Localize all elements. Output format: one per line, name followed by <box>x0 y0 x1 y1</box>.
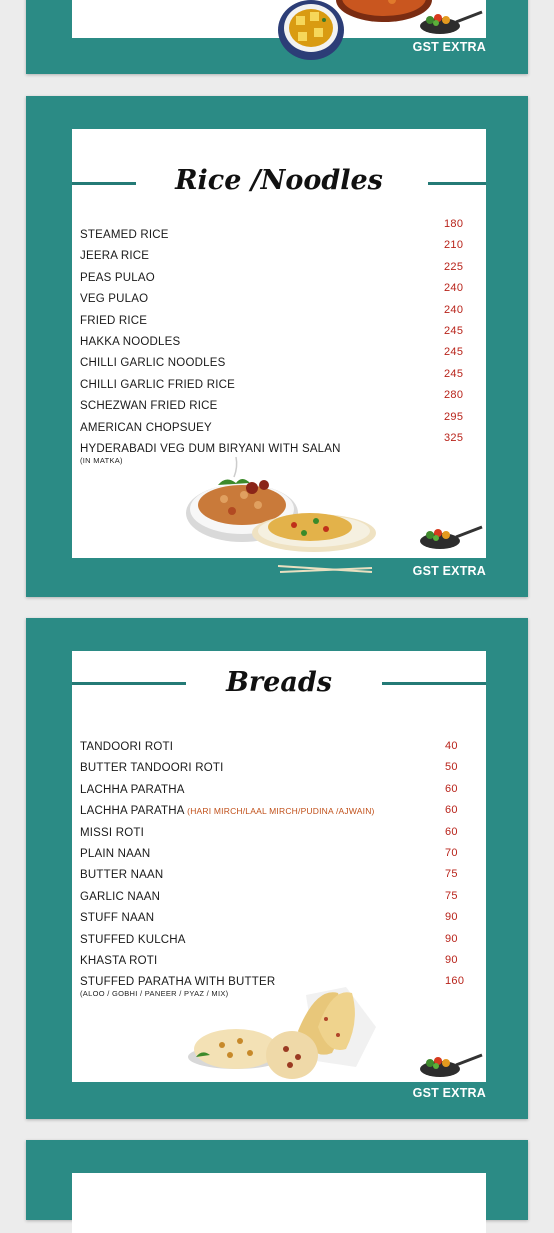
menu-item-price: 40 <box>445 740 458 752</box>
item-label: AMERICAN CHOPSUEY <box>80 421 212 434</box>
menu-item-price: 90 <box>445 932 458 945</box>
breads-illustration <box>186 987 376 1081</box>
menu-item-price: 60 <box>445 825 458 838</box>
item-label: GARLIC NAAN <box>80 890 161 903</box>
menu-item-price: 60 <box>445 782 458 795</box>
menu-card-rice-noodles <box>26 96 528 597</box>
menu-item-price: 245 <box>444 367 464 380</box>
item-label: STEAMED RICE <box>80 229 169 241</box>
menu-card-next <box>26 1140 528 1220</box>
menu-item-name <box>80 784 185 796</box>
item-label: TANDOORI ROTI <box>80 741 174 753</box>
menu-page-breads <box>72 651 486 1082</box>
item-label: CHILLI GARLIC FRIED RICE <box>80 378 235 391</box>
menu-item-name <box>80 848 150 860</box>
menu-item-price: 50 <box>445 761 458 774</box>
frying-pan-icon <box>418 523 484 553</box>
menu-item-name <box>80 741 173 753</box>
menu-item-name <box>80 934 186 946</box>
item-label: HYDERABADI VEG DUM BIRYANI WITH SALAN <box>80 443 341 455</box>
item-label: HAKKA NOODLES <box>80 336 181 348</box>
menu-item-name <box>80 336 180 348</box>
menu-item-price: 60 <box>445 804 458 817</box>
menu-item-price: 75 <box>445 889 458 902</box>
frying-pan-icon <box>418 1051 484 1081</box>
menu-card-previous <box>26 0 528 74</box>
menu-item-price: 280 <box>444 389 464 402</box>
menu-item-price: 245 <box>444 346 464 359</box>
menu-item-name <box>80 827 144 839</box>
item-label: VEG PULAO <box>80 293 149 306</box>
item-label: FRIED RICE <box>80 314 148 327</box>
menu-item-price: 70 <box>445 847 458 859</box>
menu-item-name <box>80 955 157 967</box>
gst-extra-label: GST EXTRA <box>412 40 486 54</box>
chopsticks-icon <box>276 562 376 578</box>
menu-item-price: 90 <box>445 911 458 924</box>
menu-item-name <box>80 229 169 241</box>
menu-item-price: 225 <box>444 260 464 273</box>
menu-item-name <box>80 912 154 924</box>
menu-item-price: 325 <box>444 432 464 444</box>
menu-item-price: 90 <box>445 954 458 966</box>
frying-pan-icon <box>418 8 484 38</box>
menu-item-name <box>80 315 147 327</box>
menu-item-price: 240 <box>444 303 464 316</box>
menu-item-price: 160 <box>445 975 465 988</box>
menu-item-price: 75 <box>445 868 458 881</box>
item-label: LACHHA PARATHA <box>80 805 185 818</box>
menu-item-name <box>80 762 224 774</box>
curry-bowls-illustration <box>274 0 434 62</box>
menu-item-price: 210 <box>444 239 464 252</box>
menu-item-name <box>80 422 212 434</box>
item-label: SCHEZWAN FRIED RICE <box>80 400 218 413</box>
menu-page-rice-noodles <box>72 129 486 558</box>
item-label: KHASTA ROTI <box>80 955 158 967</box>
menu-item-price: 245 <box>444 325 464 337</box>
item-label: CHILLI GARLIC NOODLES <box>80 357 226 370</box>
section-title: Rice /Noodles <box>175 165 383 196</box>
menu-item-price: 295 <box>444 410 464 423</box>
biryani-plate-illustration <box>184 455 379 555</box>
menu-page-next <box>72 1173 486 1233</box>
item-label: JEERA RICE <box>80 250 150 263</box>
item-note: (ALOO / GOBHI / PANEER / PYAZ / MIX) <box>80 989 229 999</box>
item-note: (IN MATKA) <box>80 456 123 465</box>
item-label: MISSI ROTI <box>80 826 144 839</box>
menu-card-breads <box>26 618 528 1119</box>
item-inline-note: (HARI MIRCH/LAAL MIRCH/PUDINA /AJWAIN) <box>184 806 375 817</box>
item-label: BUTTER NAAN <box>80 869 164 882</box>
menu-item-name <box>80 891 160 903</box>
item-label: STUFFED PARATHA WITH BUTTER <box>80 976 276 989</box>
menu-item-name <box>80 379 235 391</box>
menu-item-name <box>80 400 218 412</box>
menu-item-name <box>80 293 148 305</box>
item-label: PLAIN NAAN <box>80 848 151 860</box>
gst-extra-label: GST EXTRA <box>412 1086 486 1100</box>
item-label: STUFFED KULCHA <box>80 933 186 946</box>
menu-item-name <box>80 357 225 369</box>
item-label: PEAS PULAO <box>80 271 155 284</box>
section-title: Breads <box>226 667 332 698</box>
gst-extra-label: GST EXTRA <box>412 564 486 578</box>
menu-item-name <box>80 805 375 817</box>
item-label: BUTTER TANDOORI ROTI <box>80 762 224 775</box>
item-label: STUFF NAAN <box>80 912 155 925</box>
item-label: LACHHA PARATHA <box>80 783 185 796</box>
menu-item-price: 180 <box>444 218 464 230</box>
menu-item-name <box>80 869 163 881</box>
menu-item-price: 240 <box>444 282 464 295</box>
menu-item-name <box>80 272 155 284</box>
menu-item-name <box>80 250 149 262</box>
